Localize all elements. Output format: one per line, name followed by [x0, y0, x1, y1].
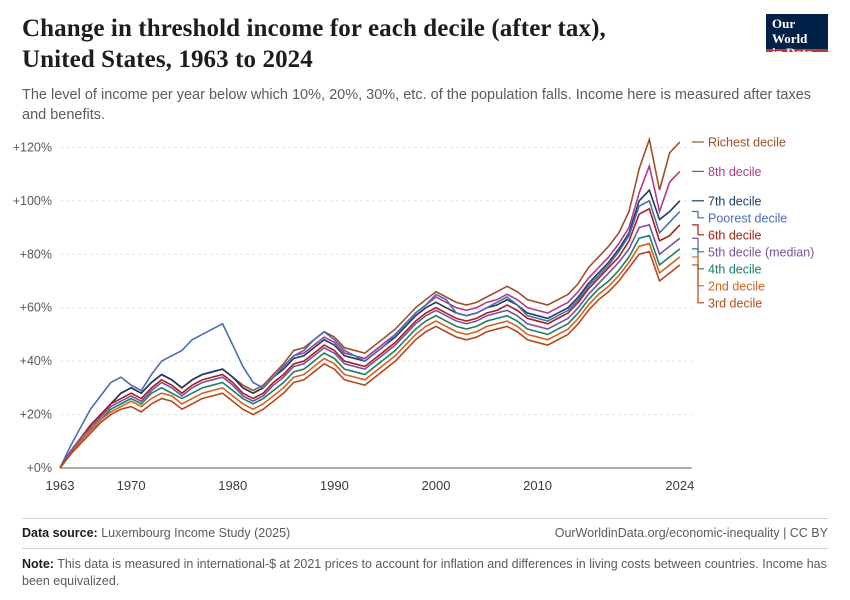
- series-label-6[interactable]: 4th decile: [708, 262, 762, 277]
- series-line-4[interactable]: [60, 209, 680, 468]
- page-subtitle: The level of income per year below which 10%, 20%, 30%, etc. of the population falls. Income here is measured after taxes and benefits.: [22, 87, 812, 123]
- x-tick-label: 2024: [665, 478, 695, 493]
- series-label-3[interactable]: Poorest decile: [708, 211, 788, 226]
- footer-divider: [22, 518, 828, 519]
- series-label-7[interactable]: 2nd decile: [708, 279, 765, 294]
- data-source-label: Data source:: [22, 525, 98, 540]
- owid-logo-line2: in Data: [772, 45, 813, 61]
- line-chart[interactable]: [0, 118, 850, 518]
- series-label-4[interactable]: 6th decile: [708, 228, 762, 243]
- footer-note-label: Note:: [22, 556, 54, 571]
- data-source-value: Luxembourg Income Study (2025): [101, 525, 291, 540]
- series-line-5[interactable]: [60, 225, 680, 468]
- x-tick-label: 2010: [523, 478, 553, 493]
- x-tick-label: 1963: [45, 478, 75, 493]
- chart-footer: [22, 518, 828, 591]
- series-label-2[interactable]: 7th decile: [708, 194, 762, 209]
- y-tick-label: +60%: [19, 300, 52, 315]
- series-label-5[interactable]: 5th decile (median): [708, 245, 815, 260]
- series-line-1[interactable]: [60, 166, 680, 468]
- owid-logo[interactable]: [766, 14, 828, 61]
- series-label-connector-4: [692, 225, 704, 235]
- series-line-7[interactable]: [60, 244, 680, 468]
- series-label-8[interactable]: 3rd decile: [708, 296, 763, 311]
- footer-note: [22, 548, 828, 591]
- series-label-connector-3: [692, 212, 704, 218]
- series-line-3[interactable]: [60, 201, 680, 468]
- series-label-1[interactable]: 8th decile: [708, 164, 762, 179]
- x-tick-label: 1990: [319, 478, 349, 493]
- x-tick-label: 1980: [218, 478, 248, 493]
- footer-source-row: [22, 526, 828, 540]
- data-source: [22, 526, 290, 540]
- chart-header: [0, 0, 850, 125]
- x-tick-label: 1970: [116, 478, 146, 493]
- series-line-8[interactable]: [60, 252, 680, 468]
- y-tick-label: +40%: [19, 354, 52, 369]
- y-tick-label: +80%: [19, 247, 52, 262]
- series-line-0[interactable]: [60, 139, 680, 468]
- owid-logo-line1: Our World: [772, 16, 808, 46]
- series-line-2[interactable]: [60, 190, 680, 468]
- y-tick-label: +0%: [26, 461, 52, 475]
- footer-note-value: This data is measured in international-$ at 2021 prices to account for inflation and differences in living costs between countries. Income has been equivalized.: [22, 556, 827, 588]
- series-label-0[interactable]: Richest decile: [708, 135, 786, 150]
- series-label-connector-8: [692, 265, 704, 303]
- x-tick-label: 2000: [421, 478, 451, 493]
- y-tick-label: +120%: [12, 140, 52, 155]
- owid-link[interactable]: OurWorldinData.org/economic-inequality | CC BY: [554, 525, 828, 540]
- y-tick-label: +20%: [19, 407, 52, 422]
- chart-area[interactable]: [0, 118, 850, 518]
- y-tick-label: +100%: [12, 193, 52, 208]
- page-title: Change in threshold income for each decile (after tax), United States, 1963 to 2024: [22, 15, 606, 73]
